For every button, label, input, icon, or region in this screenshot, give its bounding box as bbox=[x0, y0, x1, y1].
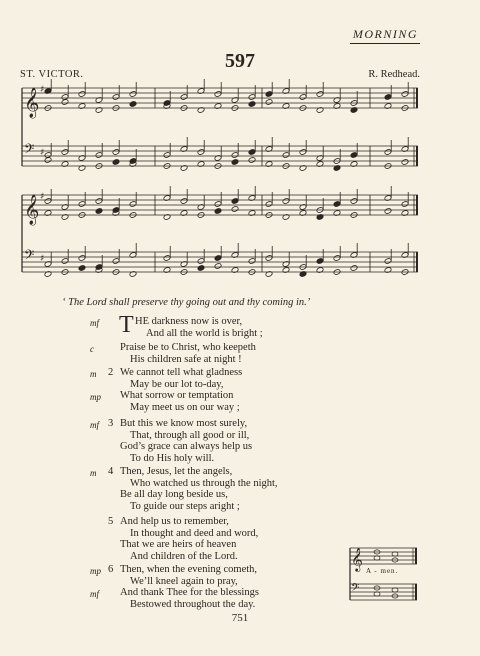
note-icon bbox=[112, 159, 120, 166]
note-icon bbox=[78, 255, 86, 262]
note-icon bbox=[384, 94, 392, 101]
verse-line: HE darkness now is over, bbox=[135, 316, 243, 327]
verse-number: 5 bbox=[108, 516, 114, 527]
verse-number: 3 bbox=[108, 418, 114, 429]
hymn-number: 597 bbox=[225, 50, 255, 72]
note-icon bbox=[316, 91, 324, 98]
note-icon bbox=[180, 198, 188, 205]
verse-line: To do His holy will. bbox=[130, 452, 215, 464]
verse bbox=[108, 516, 259, 562]
verse-number: 2 bbox=[108, 367, 114, 378]
music-score bbox=[0, 0, 480, 300]
note-icon bbox=[384, 149, 392, 156]
note-icon bbox=[95, 208, 103, 215]
composer: R. Redhead. bbox=[368, 69, 420, 80]
note-icon bbox=[231, 159, 239, 166]
note-icon bbox=[248, 258, 256, 265]
note-icon bbox=[129, 91, 137, 98]
sharp-icon: ♯ bbox=[40, 192, 45, 202]
note-icon bbox=[61, 258, 69, 265]
note-icon bbox=[197, 265, 205, 272]
note-icon bbox=[180, 94, 188, 101]
verse bbox=[108, 564, 258, 587]
verse-line: That we are heirs of heaven bbox=[120, 539, 237, 550]
note-icon bbox=[384, 258, 392, 265]
note-icon bbox=[129, 101, 137, 108]
note-icon bbox=[401, 91, 409, 98]
verse-line: To guide our steps aright ; bbox=[130, 500, 240, 512]
verse-line: We’ll kneel again to pray, bbox=[130, 575, 238, 587]
note-icon bbox=[44, 157, 52, 164]
bass-clef-icon: 𝄢 bbox=[24, 141, 35, 160]
treble-clef-icon: 𝄞 bbox=[351, 547, 363, 571]
verse-line: And children of the Lord. bbox=[130, 550, 238, 562]
verse bbox=[120, 587, 259, 610]
verse-line: God’s grace can always help us bbox=[120, 441, 253, 452]
note-icon bbox=[374, 556, 380, 560]
verse bbox=[120, 390, 240, 413]
sharp-icon: ♯ bbox=[40, 254, 45, 264]
staff bbox=[22, 137, 418, 171]
note-icon bbox=[401, 201, 409, 208]
note-icon bbox=[163, 255, 171, 262]
verse-line: 3 But this we know most surely, bbox=[108, 418, 248, 429]
verse-number: 6 bbox=[108, 564, 114, 575]
note-icon bbox=[350, 265, 358, 272]
note-icon bbox=[265, 99, 273, 106]
dynamic-marking: c bbox=[90, 344, 94, 354]
bass-clef-icon: 𝄢 bbox=[24, 247, 35, 266]
section-title: MORNING bbox=[352, 27, 418, 41]
note-icon bbox=[350, 198, 358, 205]
note-icon bbox=[248, 149, 256, 156]
note-icon bbox=[214, 263, 222, 270]
verse bbox=[108, 367, 243, 390]
note-icon bbox=[61, 99, 69, 106]
staff bbox=[22, 243, 418, 277]
note-icon bbox=[78, 91, 86, 98]
note-icon bbox=[214, 255, 222, 262]
note-icon bbox=[384, 208, 392, 215]
verse-line: In thought and deed and word, bbox=[130, 527, 259, 539]
note-icon bbox=[248, 157, 256, 164]
note-icon bbox=[129, 201, 137, 208]
page-number: 751 bbox=[231, 612, 249, 624]
note-icon bbox=[44, 198, 52, 205]
note-icon bbox=[248, 94, 256, 101]
dynamic-marking: mp bbox=[90, 392, 101, 402]
sharp-icon: ♯ bbox=[40, 85, 45, 95]
note-icon bbox=[197, 149, 205, 156]
note-icon bbox=[214, 208, 222, 215]
drop-cap: T bbox=[119, 312, 134, 338]
note-icon bbox=[265, 255, 273, 262]
verse-line: His children safe at night ! bbox=[130, 353, 242, 365]
note-icon bbox=[265, 91, 273, 98]
note-icon bbox=[163, 152, 171, 159]
note-icon bbox=[197, 258, 205, 265]
note-icon bbox=[78, 265, 86, 272]
note-icon bbox=[333, 255, 341, 262]
note-icon bbox=[392, 588, 398, 592]
verse-line: 6 Then, when the evening cometh, bbox=[108, 564, 258, 575]
note-icon bbox=[214, 91, 222, 98]
tune-name: ST. VICTOR. bbox=[20, 69, 84, 80]
note-icon bbox=[350, 152, 358, 159]
note-icon bbox=[299, 149, 307, 156]
dynamic-marking: mf bbox=[90, 318, 99, 328]
note-icon bbox=[61, 149, 69, 156]
verse-line: Be all day long beside us, bbox=[120, 489, 228, 500]
staff bbox=[22, 79, 418, 119]
note-icon bbox=[95, 152, 103, 159]
note-icon bbox=[374, 592, 380, 596]
bass-clef-icon: 𝄢 bbox=[351, 582, 360, 597]
verse-number: 4 bbox=[108, 466, 114, 477]
amen-label: A - men. bbox=[366, 567, 399, 575]
verse-line: What sorrow or temptation bbox=[120, 390, 234, 401]
note-icon bbox=[282, 198, 290, 205]
verse bbox=[136, 316, 263, 339]
note-icon bbox=[231, 206, 239, 213]
note-icon bbox=[333, 201, 341, 208]
note-icon bbox=[265, 201, 273, 208]
verse-line: Who watched us through the night, bbox=[130, 477, 278, 489]
verse-line: May meet us on our way ; bbox=[130, 401, 240, 413]
verse-line: May be our lot to-day, bbox=[130, 378, 224, 390]
verse-line: 5 And help us to remember, bbox=[108, 516, 229, 527]
verse bbox=[108, 418, 253, 464]
note-icon bbox=[231, 198, 239, 205]
verse bbox=[120, 342, 256, 365]
note-icon bbox=[401, 159, 409, 166]
note-icon bbox=[299, 94, 307, 101]
note-icon bbox=[78, 201, 86, 208]
note-icon bbox=[392, 552, 398, 556]
verse-line: Praise be to Christ, who keepeth bbox=[120, 342, 256, 353]
note-icon bbox=[112, 258, 120, 265]
amen-score bbox=[345, 540, 425, 610]
note-icon bbox=[282, 152, 290, 159]
note-icon bbox=[112, 94, 120, 101]
verse-line: 4 Then, Jesus, let the angels, bbox=[108, 466, 233, 477]
note-icon bbox=[316, 258, 324, 265]
treble-clef-icon: 𝄞 bbox=[24, 195, 40, 225]
verse-line: That, through all good or ill, bbox=[130, 429, 250, 441]
note-icon bbox=[231, 152, 239, 159]
epigraph: ‘ The Lord shall preserve thy going out and thy coming in.’ bbox=[62, 297, 311, 308]
note-icon bbox=[95, 198, 103, 205]
dynamic-marking: m bbox=[90, 468, 97, 478]
note-icon bbox=[214, 201, 222, 208]
treble-clef-icon: 𝄞 bbox=[24, 88, 40, 118]
dynamic-marking: mf bbox=[90, 420, 99, 430]
verse-line: Bestowed throughout the day. bbox=[130, 598, 256, 610]
verse-line: 2 We cannot tell what gladness bbox=[108, 367, 243, 378]
dynamic-marking: m bbox=[90, 369, 97, 379]
staff bbox=[22, 186, 418, 226]
note-icon bbox=[112, 149, 120, 156]
sharp-icon: ♯ bbox=[40, 148, 45, 158]
verse bbox=[108, 466, 278, 512]
note-icon bbox=[248, 101, 256, 108]
dynamic-marking: mf bbox=[90, 589, 99, 599]
verse-line: And thank Thee for the blessings bbox=[120, 587, 259, 598]
dynamic-marking: mp bbox=[90, 566, 101, 576]
verse-line: And all the world is bright ; bbox=[146, 327, 263, 339]
